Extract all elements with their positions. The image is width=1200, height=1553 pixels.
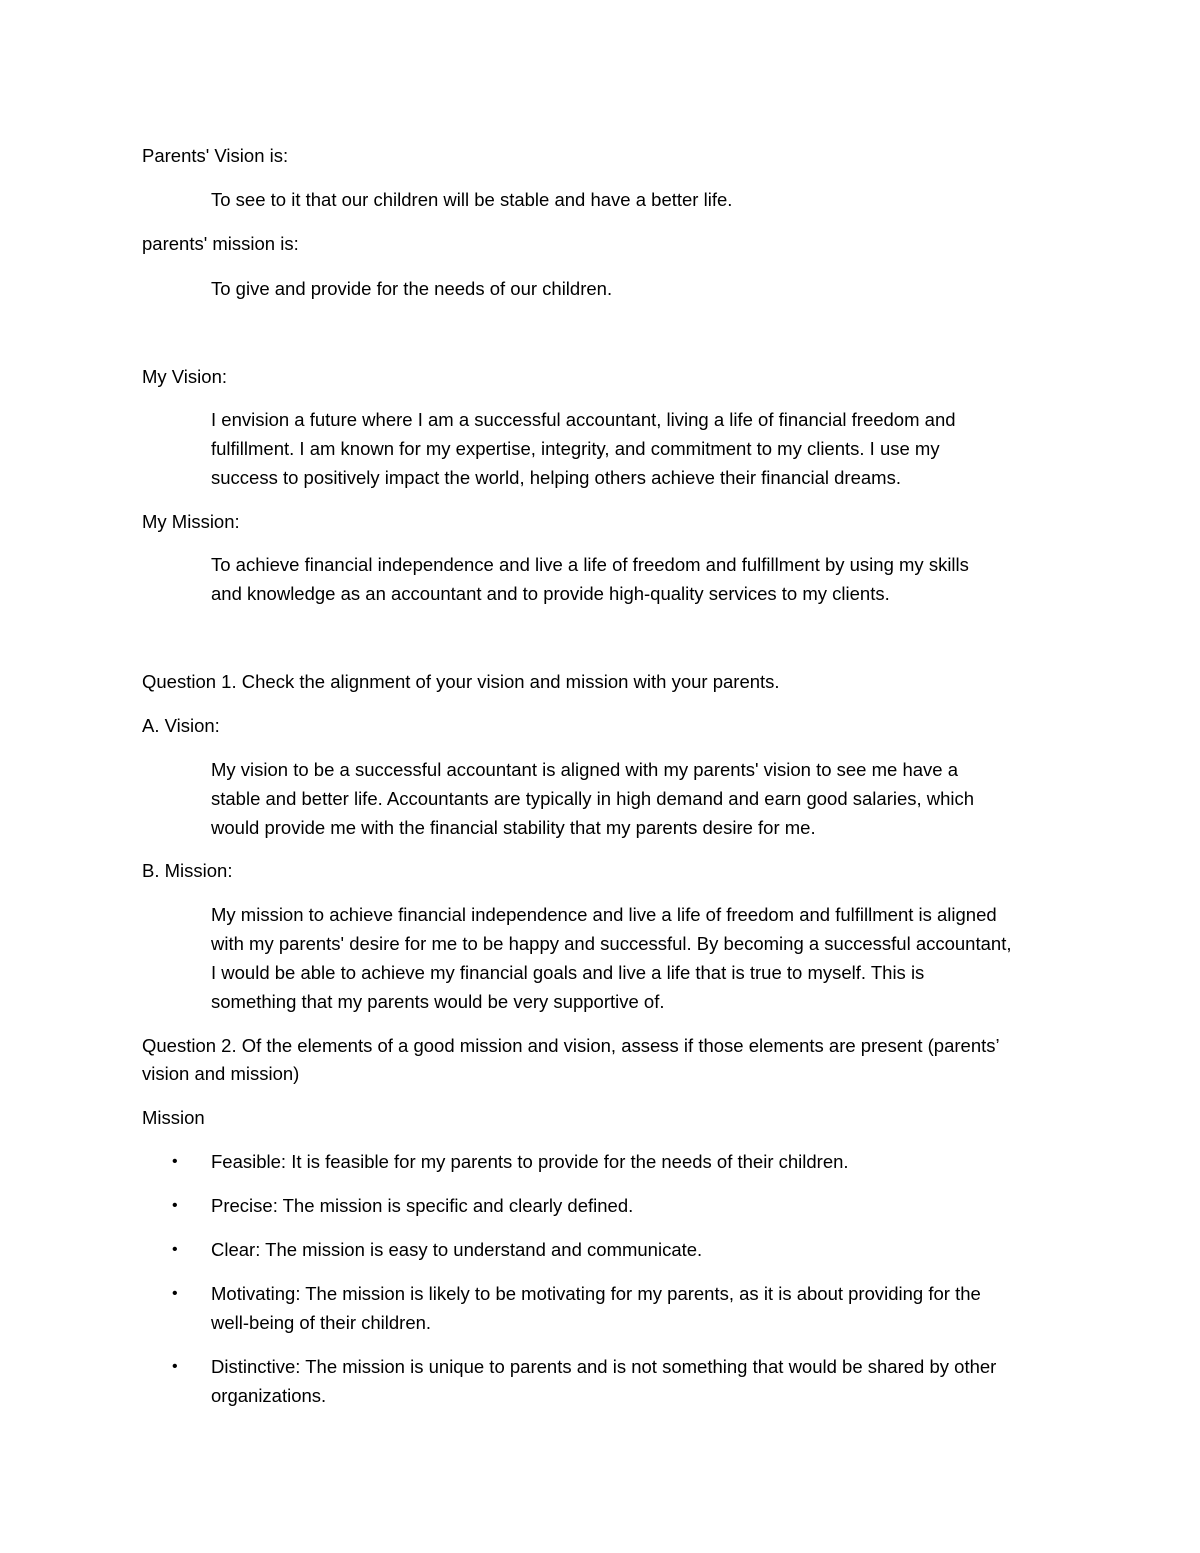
bullet-icon: • xyxy=(172,1358,178,1375)
bullet-item-feasible: Feasible: It is feasible for my parents to provide for the needs of their children. xyxy=(211,1151,849,1172)
question-1: Question 1. Check the alignment of your vision and mission with your parents. xyxy=(142,671,780,692)
bullet-item-precise: Precise: The mission is specific and clearly defined. xyxy=(211,1195,634,1216)
parents-vision-text: To see to it that our children will be stable and have a better life. xyxy=(211,189,733,210)
q1-mission-line: I would be able to achieve my financial goals and live a life that is true to myself. This is xyxy=(211,962,925,983)
q1-mission-line: My mission to achieve financial independence and live a life of freedom and fulfillment is aligned xyxy=(211,904,997,925)
my-mission-heading: My Mission: xyxy=(142,511,240,532)
mission-heading: Mission xyxy=(142,1107,205,1128)
bullet-item-clear: Clear: The mission is easy to understand and communicate. xyxy=(211,1239,703,1260)
bullet-icon: • xyxy=(172,1285,178,1302)
question-2: vision and mission) xyxy=(142,1063,300,1084)
parents-vision-heading: Parents' Vision is: xyxy=(142,145,289,166)
bullet-item-motivating: well-being of their children. xyxy=(211,1312,432,1333)
parents-mission-heading: parents' mission is: xyxy=(142,233,299,254)
my-vision-heading: My Vision: xyxy=(142,366,227,387)
q1-mission-heading: B. Mission: xyxy=(142,860,233,881)
my-vision-line: fulfillment. I am known for my expertise, integrity, and commitment to my clients. I use my xyxy=(211,438,940,459)
parents-mission-text: To give and provide for the needs of our children. xyxy=(211,278,613,299)
bullet-icon: • xyxy=(172,1153,178,1170)
my-vision-line: success to positively impact the world, helping others achieve their financial dreams. xyxy=(211,467,901,488)
q1-vision-heading: A. Vision: xyxy=(142,715,220,736)
bullet-item-motivating: Motivating: The mission is likely to be motivating for my parents, as it is about providing for the xyxy=(211,1283,981,1304)
q1-mission-line: with my parents' desire for me to be happy and successful. By becoming a successful accountant, xyxy=(211,933,1012,954)
bullet-item-distinctive: organizations. xyxy=(211,1385,327,1406)
q1-vision-line: My vision to be a successful accountant is aligned with my parents' vision to see me have a xyxy=(211,759,958,780)
my-mission-line: To achieve financial independence and live a life of freedom and fulfillment by using my skills xyxy=(211,554,969,575)
q1-vision-line: stable and better life. Accountants are typically in high demand and earn good salaries, which xyxy=(211,788,975,809)
question-2: Question 2. Of the elements of a good mission and vision, assess if those elements are present (parents’ xyxy=(142,1035,1000,1056)
q1-mission-line: something that my parents would be very supportive of. xyxy=(211,991,665,1012)
bullet-icon: • xyxy=(172,1197,178,1214)
my-mission-line: and knowledge as an accountant and to provide high-quality services to my clients. xyxy=(211,583,890,604)
q1-vision-line: would provide me with the financial stability that my parents desire for me. xyxy=(211,817,816,838)
bullet-item-distinctive: Distinctive: The mission is unique to parents and is not something that would be shared by other xyxy=(211,1356,997,1377)
my-vision-line: I envision a future where I am a successful accountant, living a life of financial freedom and xyxy=(211,409,956,430)
bullet-icon: • xyxy=(172,1241,178,1258)
